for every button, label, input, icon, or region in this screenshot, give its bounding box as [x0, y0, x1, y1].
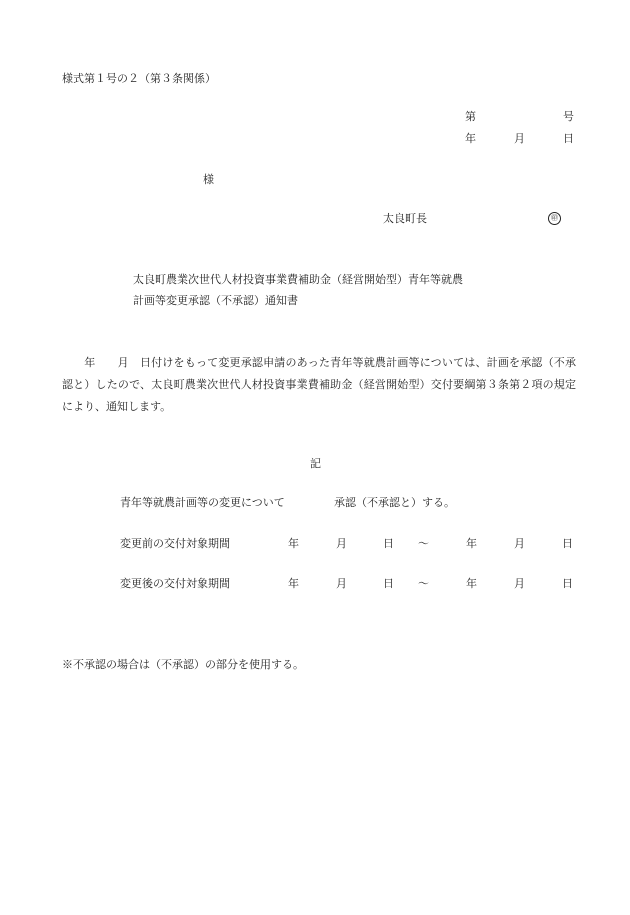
issue-date-month: 月	[514, 132, 525, 145]
before-end-month: 月	[514, 537, 525, 550]
before-start-year: 年	[288, 537, 299, 550]
after-end-day: 日	[562, 577, 573, 590]
document-title-line1: 太良町農業次世代人材投資事業費補助金（経営開始型）青年等就農	[133, 273, 463, 286]
body-year: 年	[84, 356, 96, 369]
after-tilde: ～	[418, 577, 429, 590]
after-end-year: 年	[466, 577, 477, 590]
footnote: ※不承認の場合は（不承認）の部分を使用する。	[62, 658, 304, 671]
before-start-day: 日	[383, 537, 394, 550]
after-start-day: 日	[383, 577, 394, 590]
form-label: 様式第１号の２（第３条関係）	[62, 72, 216, 85]
recipient-honorific: 様	[203, 173, 214, 186]
after-period-label: 変更後の交付対象期間	[120, 577, 230, 590]
issuer-title: 太良町長	[383, 212, 427, 225]
body-month: 月	[117, 356, 129, 369]
ki-heading: 記	[310, 457, 321, 470]
change-result: 承認（不承認と）する。	[334, 496, 455, 509]
after-start-year: 年	[288, 577, 299, 590]
after-end-month: 月	[514, 577, 525, 590]
before-end-year: 年	[466, 537, 477, 550]
document-title-line2: 計画等変更承認（不承認）通知書	[133, 294, 298, 307]
before-tilde: ～	[418, 537, 429, 550]
before-end-day: 日	[562, 537, 573, 550]
body-text: 日付けをもって変更承認申請のあった青年等就農計画等については、計画を承認（不承認と）したので、太良町農業次世代人材投資事業費補助金（経営開始型）交付要綱第３条第２項の規定により、通知します。	[62, 356, 577, 413]
document-number-dai: 第	[465, 110, 476, 123]
change-label: 青年等就農計画等の変更について	[120, 496, 285, 509]
after-start-month: 月	[336, 577, 347, 590]
before-period-label: 変更前の交付対象期間	[120, 537, 230, 550]
issue-date-day: 日	[563, 132, 574, 145]
issue-date-year: 年	[465, 132, 476, 145]
seal-icon: ㊞	[548, 212, 561, 225]
document-number-go: 号	[563, 110, 574, 123]
before-start-month: 月	[336, 537, 347, 550]
notice-body	[62, 352, 576, 418]
